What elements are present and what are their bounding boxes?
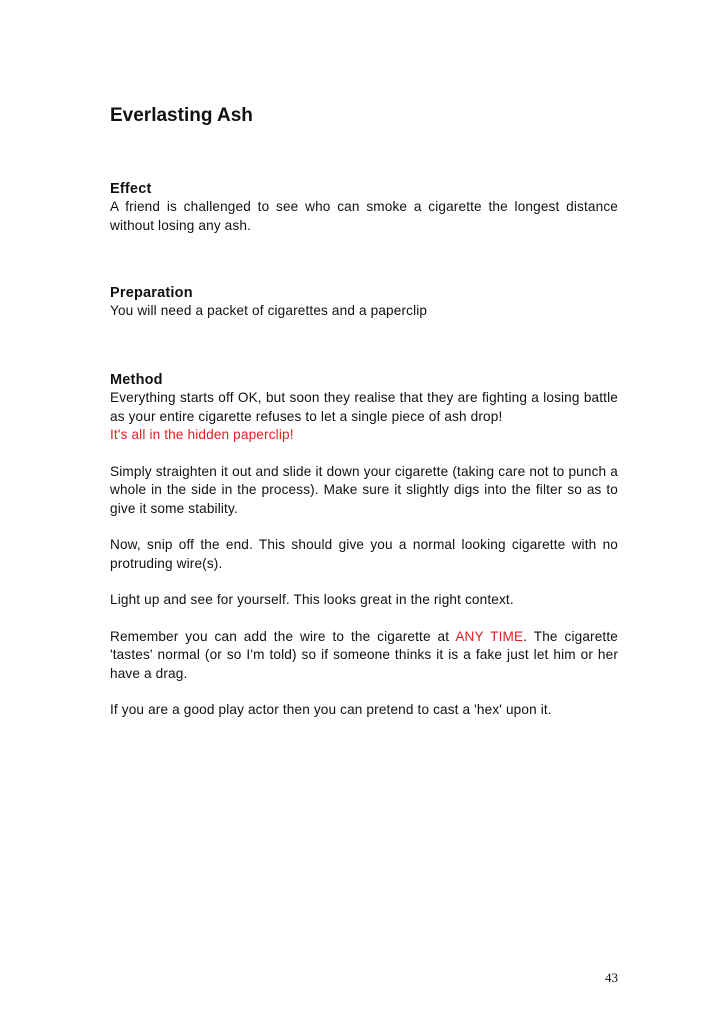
method-paragraph-1 bbox=[110, 389, 618, 445]
page-number: 43 bbox=[605, 970, 618, 985]
preparation-text: You will need a packet of cigarettes and a paperclip bbox=[110, 303, 428, 318]
method-p5-highlight: ANY TIME bbox=[455, 628, 524, 644]
effect-heading: Effect bbox=[110, 181, 152, 197]
method-p1-highlight: It's all in the hidden paperclip! bbox=[110, 427, 294, 442]
method-p5-after: . The cigarette 'tastes' normal (or so I'm told) so if someone thinks it is a fake just let him or her have a drag. bbox=[110, 628, 618, 681]
effect-text: A friend is challenged to see who can smoke a cigarette the longest distance without losing any ash. bbox=[110, 199, 618, 233]
method-p5-before: Remember you can add the wire to the cigarette at bbox=[110, 628, 456, 644]
page-title: Everlasting Ash bbox=[110, 105, 253, 126]
method-paragraph-3: Now, snip off the end. This should give you a normal looking cigarette with no protruding wire(s). bbox=[110, 537, 618, 571]
method-paragraph-4: Light up and see for yourself. This looks great in the right context. bbox=[110, 592, 514, 607]
preparation-heading: Preparation bbox=[110, 285, 193, 301]
method-paragraph-6: If you are a good play actor then you can pretend to cast a 'hex' upon it. bbox=[110, 702, 552, 717]
method-p1-text: Everything starts off OK, but soon they realise that they are fighting a losing battle as your entire cigarette refuses to let a single piece of ash drop! bbox=[110, 390, 618, 424]
method-paragraph-2: Simply straighten it out and slide it down your cigarette (taking care not to punch a whole in the side in the process). Make sure it slightly digs into the filter so as to give it some stability. bbox=[110, 463, 618, 516]
method-paragraph-5 bbox=[110, 628, 618, 684]
method-heading: Method bbox=[110, 372, 163, 388]
preparation-section bbox=[110, 284, 618, 321]
method-section bbox=[110, 371, 618, 720]
effect-section bbox=[110, 180, 618, 235]
